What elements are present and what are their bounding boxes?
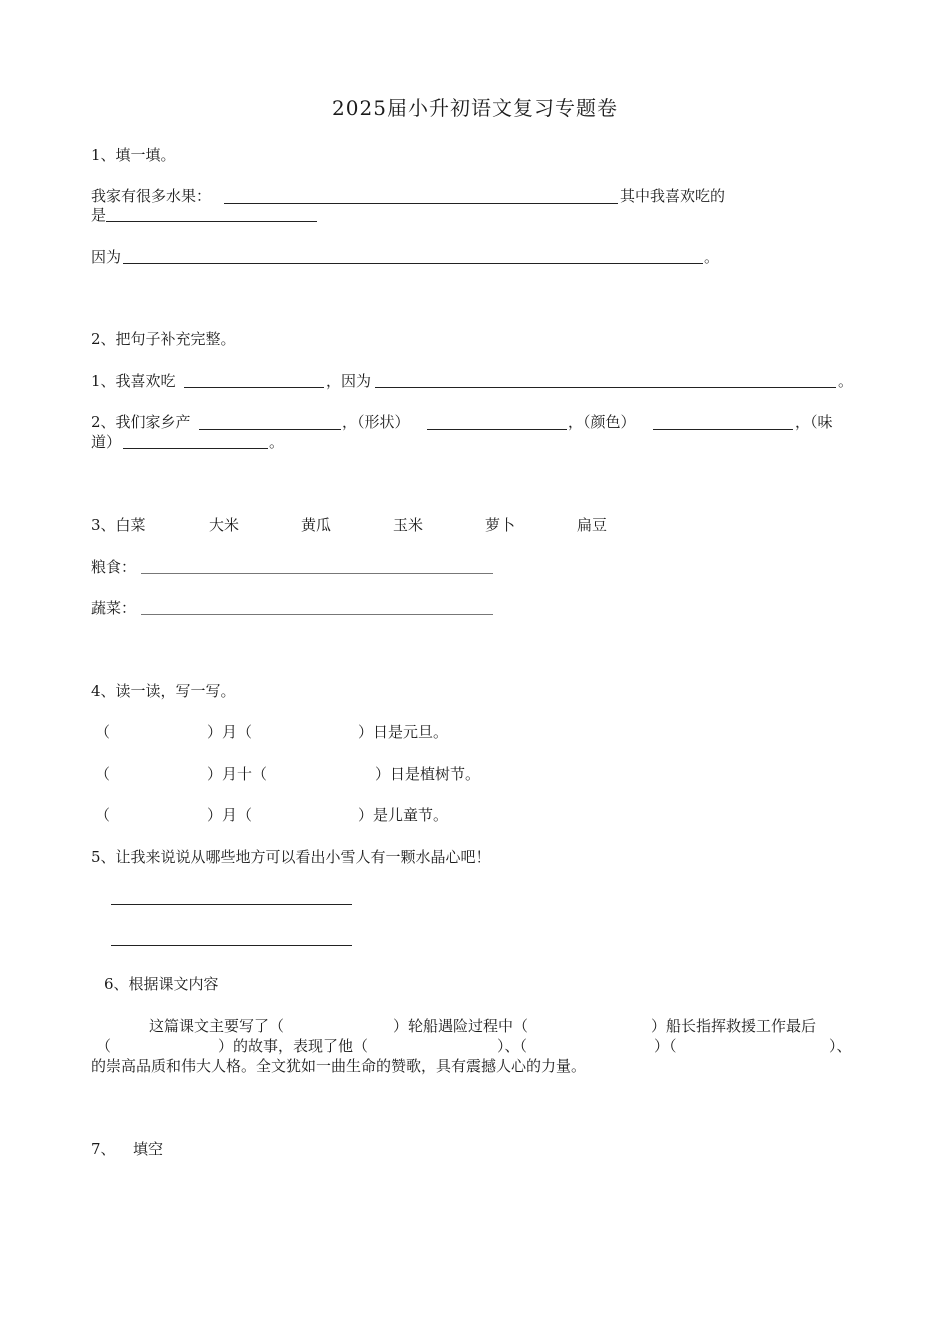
q5-heading: 5、让我来说说从哪些地方可以看出小雪人有一颗水晶心吧！ <box>91 848 491 866</box>
q4-r1-month: ）月（ <box>207 723 253 741</box>
q1-fruit-label: 我家有很多水果： <box>91 187 212 205</box>
q2-heading: 2、把句子补充完整。 <box>91 330 236 348</box>
q5-answer-blank-1[interactable] <box>111 904 352 905</box>
q4-r2-day: ）日是植树节。 <box>375 765 481 783</box>
q4-r3-month: ）月（ <box>207 806 253 824</box>
q6-l2-c: ）、（ <box>497 1037 528 1055</box>
q1-is-label: 是 <box>91 206 107 224</box>
q2-s2-product-blank[interactable] <box>199 429 341 430</box>
q2-s1-because: ，因为 <box>326 372 372 390</box>
q3-word: 扁豆 <box>577 516 608 534</box>
q2-s1-label: 1、我喜欢吃 <box>91 372 176 390</box>
q3-vegetable-label: 蔬菜： <box>91 599 137 617</box>
q6-l2-d: ）（ <box>654 1037 677 1055</box>
q7-heading: 填空 <box>133 1140 164 1158</box>
q1-heading: 1、填一填。 <box>91 146 176 164</box>
q3-label: 3、白菜 <box>91 516 146 534</box>
q5-answer-blank-2[interactable] <box>111 945 352 946</box>
q1-period: 。 <box>704 248 720 266</box>
q3-word: 玉米 <box>393 516 424 534</box>
q1-because-blank[interactable] <box>123 263 703 264</box>
q6-l1-c: ）船长指挥救援工作最后 <box>651 1017 817 1035</box>
q1-favorite-label: 其中我喜欢吃的 <box>620 187 726 205</box>
q4-r3-day: ）是儿童节。 <box>358 806 449 824</box>
q3-grain-label: 粮食： <box>91 558 137 576</box>
q7-number: 7、 <box>91 1140 116 1158</box>
q3-word: 黄瓜 <box>301 516 332 534</box>
q6-l1-a: 这篇课文主要写了（ <box>149 1017 285 1035</box>
q1-fruit-blank[interactable] <box>224 203 618 204</box>
q6-l1-b: ）轮船遇险过程中（ <box>393 1017 529 1035</box>
page-title: 2025届小升初语文复习专题卷 <box>332 96 618 120</box>
q2-s2-label: 2、我们家乡产 <box>91 413 191 431</box>
q1-because-label: 因为 <box>91 248 122 266</box>
q6-l2-b: ）的故事，表现了他（ <box>218 1037 369 1055</box>
q6-l2-a: （ <box>96 1037 112 1055</box>
q3-word: 大米 <box>209 516 240 534</box>
q2-s2-color-label: ，（颜色） <box>568 413 636 431</box>
q2-s2-taste-label-cont: 道） <box>91 433 122 451</box>
q2-s2-taste-label: ，（味 <box>795 413 833 431</box>
q4-r2-month: ）月十（ <box>207 765 268 783</box>
q1-favorite-blank[interactable] <box>106 221 317 222</box>
q4-r2-open: （ <box>95 765 111 783</box>
q2-s2-shape-blank[interactable] <box>427 429 567 430</box>
q6-l3: 的崇高品质和伟大人格。全文犹如一曲生命的赞歌，具有震撼人心的力量。 <box>91 1057 587 1075</box>
q4-r1-open: （ <box>95 723 111 741</box>
q2-s2-color-blank[interactable] <box>653 429 793 430</box>
q3-word: 萝卜 <box>485 516 516 534</box>
q4-r1-day: ）日是元旦。 <box>358 723 449 741</box>
q3-grain-blank[interactable] <box>141 573 493 574</box>
q2-s1-food-blank[interactable] <box>184 387 324 388</box>
q6-heading: 6、根据课文内容 <box>104 975 219 993</box>
q6-l2-e: ）、 <box>829 1037 852 1055</box>
q3-vegetable-blank[interactable] <box>141 614 493 615</box>
q2-s1-reason-blank[interactable] <box>375 387 836 388</box>
q2-s1-period: 。 <box>838 372 854 390</box>
q2-s2-taste-blank[interactable] <box>123 448 268 449</box>
q2-s2-period: 。 <box>269 433 285 451</box>
q2-s2-shape-label: ，（形状） <box>342 413 410 431</box>
q4-r3-open: （ <box>95 806 111 824</box>
q4-heading: 4、读一读，写一写。 <box>91 682 236 700</box>
